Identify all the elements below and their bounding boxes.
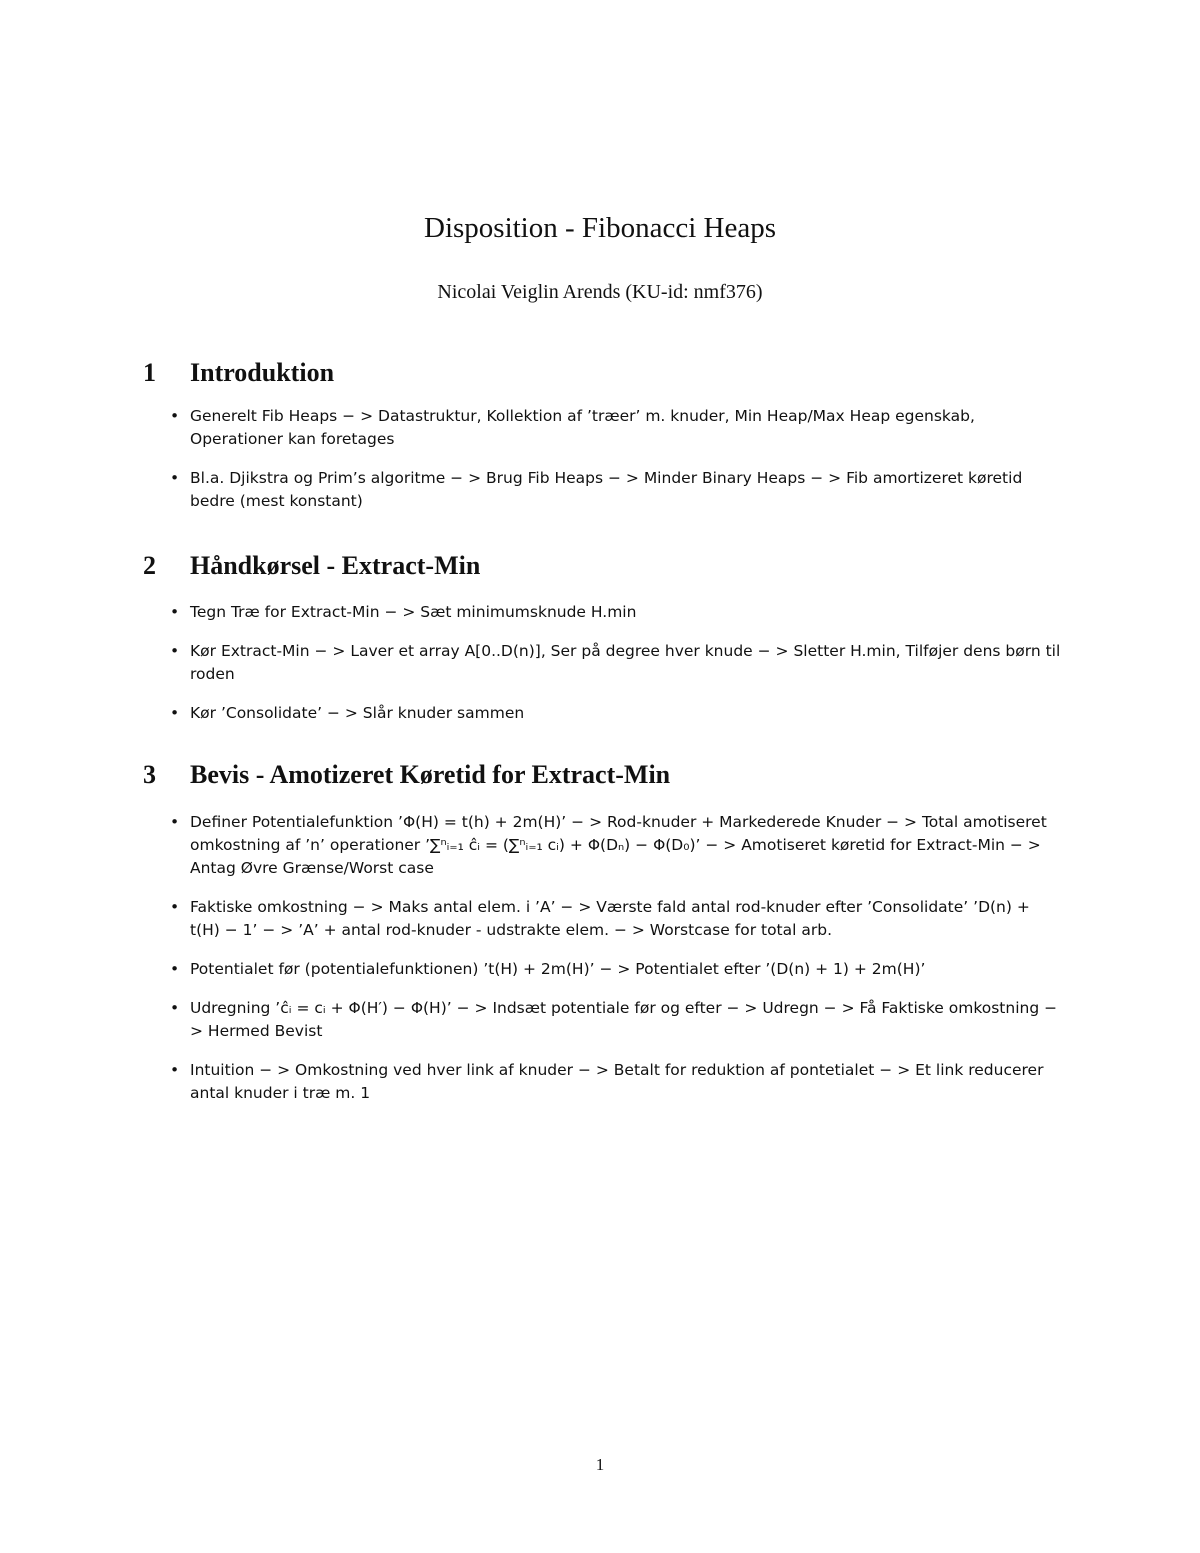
page-number: 1 <box>595 1455 605 1474</box>
list-item: • Kør Extract-Min − > Laver et array A[0..D(n)], Ser på degree hver knude − > Sletter H.min, Tilføjer dens børn til roden <box>143 640 1063 686</box>
list-item: • Definer Potentialefunktion ’Φ(H) = t(h) + 2m(H)’ − > Rod-knuder + Markederede Knuder − > Total amotiseret omkostning af ’n’ operationer ’∑ⁿᵢ₌₁ ĉᵢ = (∑ⁿᵢ₌₁ cᵢ) + Φ(Dₙ) − Φ(D₀)’ − > Amotiseret køretid for Extract-Min − > Antag Øvre Grænse/Worst case <box>143 811 1063 880</box>
section-number: 2 <box>143 551 156 580</box>
section-handkorsel <box>143 551 1063 725</box>
list-item: • Kør ’Consolidate’ − > Slår knuder sammen <box>143 702 1063 725</box>
bullet-list <box>143 405 1063 513</box>
section-introduktion <box>143 358 1063 513</box>
list-item: • Generelt Fib Heaps − > Datastruktur, Kollektion af ’træer’ m. knuder, Min Heap/Max Heap egenskab, Operationer kan foretages <box>143 405 1063 451</box>
section-heading <box>143 760 1063 794</box>
section-bevis <box>143 760 1063 1105</box>
list-item: • Faktiske omkostning − > Maks antal elem. i ’A’ − > Værste fald antal rod-knuder efter ’Consolidate’ ’D(n) + t(H) − 1’ − > ’A’ + antal rod-knuder - udstrakte elem. − > Worstcase for total arb. <box>143 896 1063 942</box>
list-item: • Udregning ’ĉᵢ = cᵢ + Φ(H′) − Φ(H)’ − > Indsæt potentiale før og efter − > Udregn − > Få Faktiske omkostning − > Hermed Bevist <box>143 997 1063 1043</box>
bullet-list <box>143 811 1063 1105</box>
list-item: • Potentialet før (potentialefunktionen) ’t(H) + 2m(H)’ − > Potentialet efter ’(D(n) + 1) + 2m(H)’ <box>143 958 1063 981</box>
list-item: • Bl.a. Djikstra og Prim’s algoritme − > Brug Fib Heaps − > Minder Binary Heaps − > Fib amortizeret køretid bedre (mest konstant) <box>143 467 1063 513</box>
bullet-list <box>143 601 1063 725</box>
list-item: • Tegn Træ for Extract-Min − > Sæt minimumsknude H.min <box>143 601 1063 624</box>
section-heading <box>143 551 1063 585</box>
section-number: 1 <box>143 358 156 387</box>
document-title: Disposition - Fibonacci Heaps <box>424 212 776 244</box>
list-item: • Intuition − > Omkostning ved hver link af knuder − > Betalt for reduktion af pontetialet − > Et link reducerer antal knuder i træ m. 1 <box>143 1059 1063 1105</box>
section-heading <box>143 358 1063 392</box>
section-title: Introduktion <box>190 358 335 387</box>
section-number: 3 <box>143 760 156 789</box>
section-title: Håndkørsel - Extract-Min <box>190 551 481 580</box>
document-author: Nicolai Veiglin Arends (KU-id: nmf376) <box>437 281 763 303</box>
section-title: Bevis - Amotizeret Køretid for Extract-Min <box>190 760 671 789</box>
